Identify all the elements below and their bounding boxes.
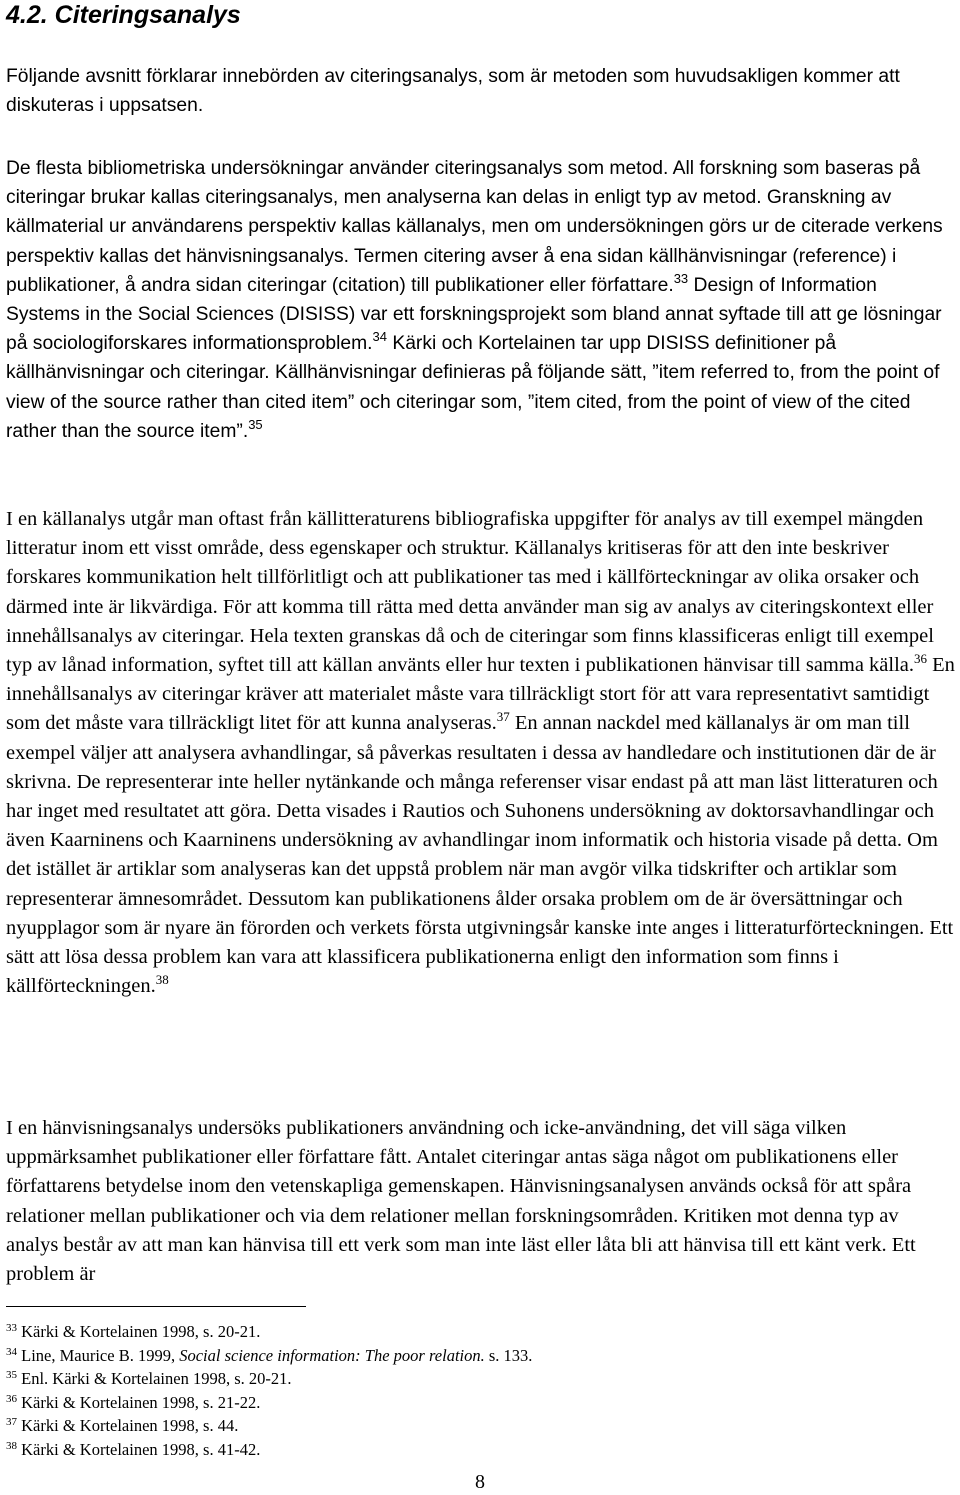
footnote-number: 33 <box>6 1322 17 1334</box>
footnote-text: Enl. Kärki & Kortelainen 1998, s. 20-21. <box>17 1369 292 1388</box>
footnote-ref-37[interactable]: 37 <box>496 709 510 725</box>
footnote-text: Kärki & Kortelainen 1998, s. 41-42. <box>17 1439 261 1459</box>
paragraph-citation-types <box>6 154 956 446</box>
footnote-ref-33[interactable]: 33 <box>673 270 689 286</box>
footnotes-list <box>6 1320 956 1461</box>
footnote-text: Kärki & Kortelainen 1998, s. 44. <box>17 1416 239 1435</box>
footnote-divider <box>6 1306 306 1307</box>
footnote-item <box>6 1367 956 1391</box>
footnote-ref-34[interactable]: 34 <box>372 329 387 345</box>
footnote-number: 37 <box>6 1416 17 1428</box>
footnote-item <box>6 1320 956 1344</box>
paragraph-text: I en källanalys utgår man oftast från källitteraturens bibliografiska uppgifter för analys av till exempel mängden litteratur inom ett visst område, dess egenskaper och struktur. Källanalys kritiseras för att den inte beskriver forskares kommunikation helt tillförlitligt och att publikationer tas med i källförteckningar av olika orsaker och därmed inte är likvärdiga. För att komma till rätta med detta använder man sig av analys av citeringskontext eller innehållsanalys av citeringar. Hela texten granskas då och de citeringar som finns klassificeras enligt till exempel typ av lånad information, syftet till att källan använts eller hur texten i publikationen hänvisar till samma källa. <box>6 508 934 677</box>
footnote-number: 35 <box>6 1369 17 1381</box>
footnote-number: 34 <box>6 1345 17 1358</box>
paragraph-text: En innehållsanalys av citeringar kräver att materialet måste vara tillräckligt stort för att vara representativt samtidigt som det måste vara tillräckligt litet för att kunna analyseras. <box>6 654 955 735</box>
footnote-text: Kärki & Kortelainen 1998, s. 20-21. <box>17 1322 261 1341</box>
paragraph-text: De flesta bibliometriska undersökningar använder citeringsanalys som metod. All forskning som baseras på citeringar brukar kallas citeringsanalys, men analyserna kan delas in enligt typ av metod. Granskning av källmaterial ur användarens perspektiv kallas källanalys, men om undersökningen görs ur de citerade verkens perspektiv kallas det hänvisningsanalys. Termen citering avser å ena sidan källhänvisningar (reference) i publikationer, å andra sidan citeringar (citation) till publikationer eller författare. <box>6 158 943 296</box>
footnote-text: s. 133. <box>484 1345 533 1365</box>
paragraph-text: En annan nackdel med källanalys är om man till exempel väljer att analysera avhandlingar, så påverkas resultaten i dessa av handledare och institutionen där de är skrivna. De representerar inte heller nytänkande och många referenser visar endast på att man läst litteraturen och har inget med resultatet att göra. Detta visades i Rautios och Suhonens undersökning av doktorsavhandlingar och även Kaarninens och Kaarninens undersökning av avhandlingar inom informatik och historia visade på detta. Om det istället är artiklar som analyseras kan det uppstå problem när man avgör vilka tidskrifter och artiklar som representerar ämnesområdet. Dessutom kan publikationens ålder orsaka problem om de är översättningar och nyupplagor som är nyare än förorden och verkets första utgivningsår kanske inte anges i litteraturförteckningen. Ett sätt att lösa dessa problem kan vara att klassificera publikationerna enligt den information som finns i källförteckningen. <box>6 712 954 998</box>
footnote-item <box>6 1438 956 1462</box>
footnote-text: Kärki & Kortelainen 1998, s. 21-22. <box>17 1392 261 1412</box>
footnote-item <box>6 1414 956 1438</box>
footnote-ref-35[interactable]: 35 <box>248 416 263 432</box>
intro-paragraph: Följande avsnitt förklarar innebörden av citeringsanalys, som är metoden som huvudsakligen kommer att diskuteras i uppsatsen. <box>6 66 900 117</box>
paragraph-text: Design of Information Systems in the Social Sciences (DISISS) var ett forskningsprojekt som bland annat syftade till att ge lösningar på sociologiforskares informationsproblem. <box>6 274 942 355</box>
paragraph-text: Kärki och Kortelainen tar upp DISISS definitioner på källhänvisningar och citeringar. Källhänvisningar definieras på följande sätt, ”item referred to, from the point of view of the source rather than cited item” och citeringar som, ”item cited, from the point of view of the cited rather than the source item”. <box>6 333 940 442</box>
paragraph-reference-analysis: I en hänvisningsanalys undersöks publikationers användning och icke-användning, det vill säga vilken uppmärksamhet publikationer eller författare fått. Antalet citeringar antas säga något om publikationens eller författarens betydelse inom den vetenskapliga gemenskapen. Hänvisningsanalysen används också för att spåra relationer mellan publikationer och via dem relationer mellan forskningsområden. Kritiken mot denna typ av analys består av att man kan hänvisa till ett verk som man inte läst eller låta bli att hänvisa till ett känt verk. Ett problem är <box>6 1117 916 1286</box>
page-number: 8 <box>475 1471 485 1493</box>
paragraph-source-analysis <box>6 505 956 1001</box>
footnote-item <box>6 1391 956 1415</box>
section-heading: 4.2. Citeringsanalys <box>6 1 241 29</box>
footnote-ref-36[interactable]: 36 <box>914 651 928 667</box>
footnote-number: 36 <box>6 1392 17 1405</box>
footnote-number: 38 <box>6 1439 17 1452</box>
footnote-item <box>6 1344 956 1368</box>
footnote-ref-38[interactable]: 38 <box>155 972 169 988</box>
footnote-title: Social science information: The poor relation. <box>179 1345 485 1365</box>
footnote-text: Line, Maurice B. 1999, <box>17 1345 180 1365</box>
